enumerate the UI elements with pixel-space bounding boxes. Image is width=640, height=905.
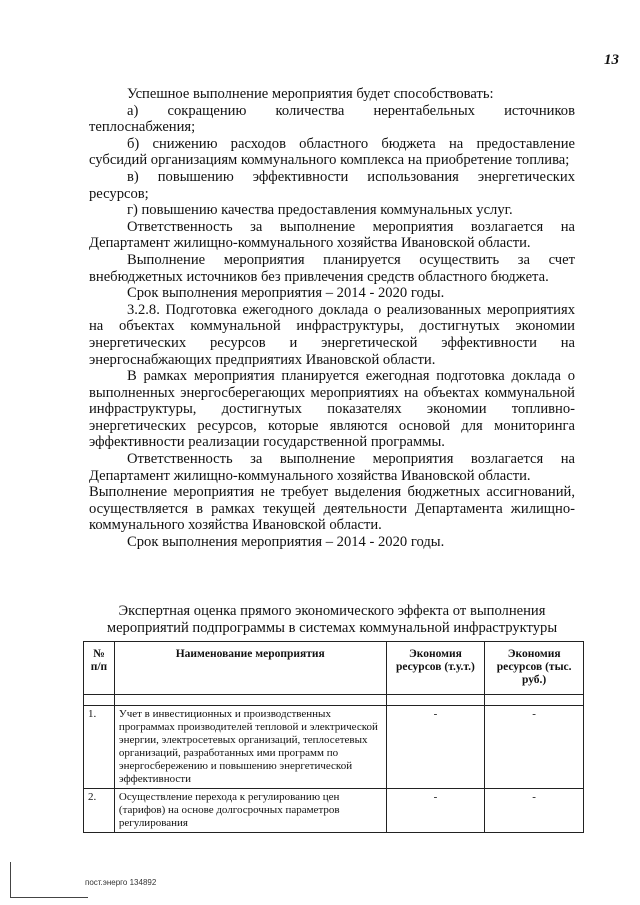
section-heading-3-2-8: 3.2.8. Подготовка ежегодного доклада о реализованных мероприятиях на объектах коммунальной инфраструктуры, достигнутых экономии энергетических ресурсов и энергетической эффективности на энергоснабжающих предприятиях Ивановской области. — [89, 301, 575, 368]
list-item-d: г) повышению качества предоставления коммунальных услуг. — [127, 202, 513, 219]
list-item-a: а) сокращению количества нерентабельных источников теплоснабжения; — [89, 102, 575, 136]
list-item-b: б) снижению расходов областного бюджета на предоставление субсидий организациям коммунального комплекса на приобретение топлива; — [89, 135, 575, 169]
header-savings-tut: Экономия ресурсов (т.у.т.) — [386, 642, 485, 695]
header-savings-rub: Экономия ресурсов (тыс. руб.) — [485, 642, 584, 695]
row-measure-name: Осуществление перехода к регулированию цен (тарифов) на основе долгосрочных параметров регулирования — [114, 789, 386, 833]
paragraph: Срок выполнения мероприятия – 2014 - 2020 годы. — [127, 534, 445, 551]
row-savings-rub: - — [485, 789, 584, 833]
table-caption: Экспертная оценка прямого экономического эффекта от выполнения мероприятий подпрограммы в системах коммунальной инфраструктуры — [106, 603, 558, 636]
paragraph: Ответственность за выполнение мероприятия возлагается на Департамент жилищно-коммунального хозяйства Ивановской области. — [89, 451, 575, 484]
header-number: № п/п — [84, 642, 115, 695]
table-spacer-row — [84, 695, 584, 706]
table-row — [84, 706, 584, 789]
paragraph: Выполнение мероприятия не требует выделения бюджетных ассигнований, осуществляется в рамках текущей деятельности Департамента жилищно-коммунального хозяйства Ивановской области. — [89, 484, 575, 534]
table-row — [84, 789, 584, 833]
page-number: 13 — [604, 52, 619, 68]
row-number: 1. — [84, 706, 115, 789]
row-savings-tut: - — [386, 789, 485, 833]
list-item-c: в) повышению эффективности использования энергетических ресурсов; — [89, 168, 575, 202]
scan-crop-mark — [10, 862, 11, 898]
paragraph: В рамках мероприятия планируется ежегодная подготовка доклада о выполненных энергосберегающих мероприятиях на объектах коммунальной инфраструктуры, достигнутых показателях экономии топливно-энергетических ресурсов, которые являются основой для мониторинга эффективности реализации государственной программы. — [89, 368, 575, 451]
row-measure-name: Учет в инвестиционных и производственных программах производителей тепловой и электрической энергии, электросетевых организаций, теплосетевых организаций, разработанных ими программ по энергосбережению и повышению энергетической эффективности — [114, 706, 386, 789]
measures-table — [83, 641, 584, 833]
paragraph: Успешное выполнение мероприятия будет способствовать: — [127, 86, 494, 102]
header-measure-name: Наименование мероприятия — [114, 642, 386, 695]
scan-crop-mark — [10, 897, 88, 898]
footer-code: пост.энерго 134892 — [85, 878, 157, 887]
spacer-cell — [114, 695, 386, 706]
spacer-cell — [485, 695, 584, 706]
row-number: 2. — [84, 789, 115, 833]
table-header-row — [84, 642, 584, 695]
paragraph: Выполнение мероприятия планируется осуществить за счет внебюджетных источников без привлечения средств областного бюджета. — [89, 251, 575, 285]
row-savings-rub: - — [485, 706, 584, 789]
spacer-cell — [386, 695, 485, 706]
body-text — [89, 86, 575, 551]
paragraph: Срок выполнения мероприятия – 2014 - 2020 годы. — [127, 285, 445, 302]
row-savings-tut: - — [386, 706, 485, 789]
spacer-cell — [84, 695, 115, 706]
paragraph: Ответственность за выполнение мероприятия возлагается на Департамент жилищно-коммунального хозяйства Ивановской области. — [89, 218, 575, 252]
